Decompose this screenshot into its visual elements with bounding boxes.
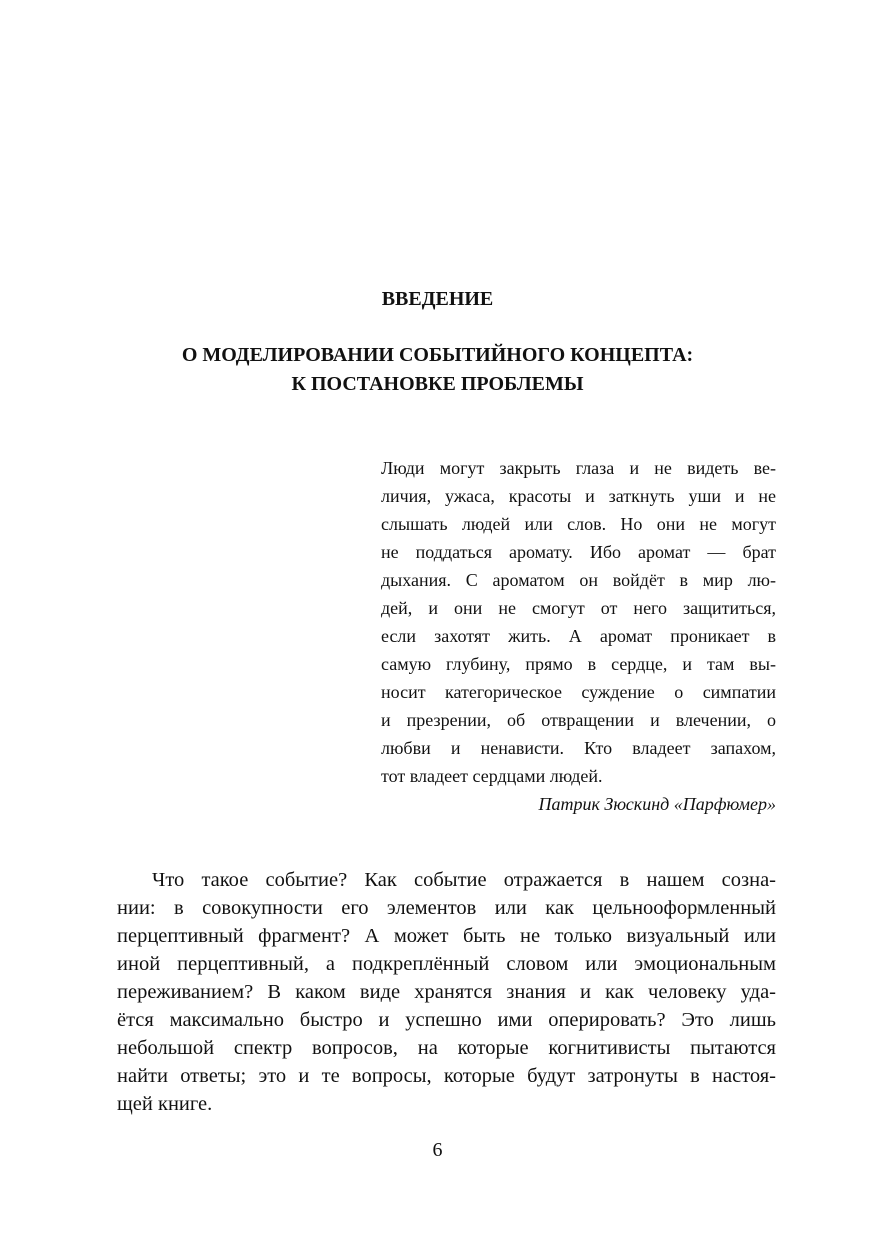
body-line: нии: в совокупности его элементов или как цельнооформленный	[117, 897, 776, 919]
page-number: 6	[432, 1139, 443, 1161]
chapter-heading: ВВЕДЕНИЕ	[381, 288, 494, 310]
epigraph-line: носит категорическое суждение о симпатии	[381, 682, 776, 702]
body-line: небольшой спектр вопросов, на которые когнитивисты пытаются	[117, 1037, 776, 1059]
epigraph-line: личия, ужаса, красоты и заткнуть уши и не	[381, 486, 776, 506]
chapter-title-line-2: К ПОСТАНОВКЕ ПРОБЛЕМЫ	[291, 373, 584, 395]
epigraph	[381, 454, 776, 818]
epigraph-source: Патрик Зюскинд «Парфюмер»	[538, 794, 776, 814]
body-line: найти ответы; это и те вопросы, которые будут затронуты в настоя-	[117, 1065, 776, 1087]
body-line: Что такое событие? Как событие отражается в нашем созна-	[152, 869, 776, 891]
epigraph-line: тот владеет сердцами людей.	[381, 766, 603, 786]
body-paragraph	[117, 866, 776, 1118]
epigraph-line: и презрении, об отвращении и влечении, о	[381, 710, 776, 730]
epigraph-line: Люди могут закрыть глаза и не видеть ве-	[381, 458, 776, 478]
body-line: переживанием? В каком виде хранятся знания и как человеку уда-	[117, 981, 776, 1003]
epigraph-line: дыхания. С ароматом он войдёт в мир лю-	[381, 570, 776, 590]
epigraph-line: если захотят жить. А аромат проникает в	[381, 626, 776, 646]
epigraph-line: дей, и они не смогут от него защититься,	[381, 598, 776, 618]
body-line: иной перцептивный, а подкреплённый словом или эмоциональным	[117, 953, 776, 975]
body-line: ётся максимально быстро и успешно ими оперировать? Это лишь	[117, 1009, 776, 1031]
chapter-title-line-1: О МОДЕЛИРОВАНИИ СОБЫТИЙНОГО КОНЦЕПТА:	[181, 344, 694, 366]
epigraph-line: не поддаться аромату. Ибо аромат — брат	[381, 542, 776, 562]
body-line: щей книге.	[117, 1093, 213, 1115]
epigraph-line: слышать людей или слов. Но они не могут	[381, 514, 776, 534]
epigraph-line: любви и ненависти. Кто владеет запахом,	[381, 738, 776, 758]
body-line: перцептивный фрагмент? А может быть не только визуальный или	[117, 925, 776, 947]
epigraph-line: самую глубину, прямо в сердце, и там вы-	[381, 654, 776, 674]
